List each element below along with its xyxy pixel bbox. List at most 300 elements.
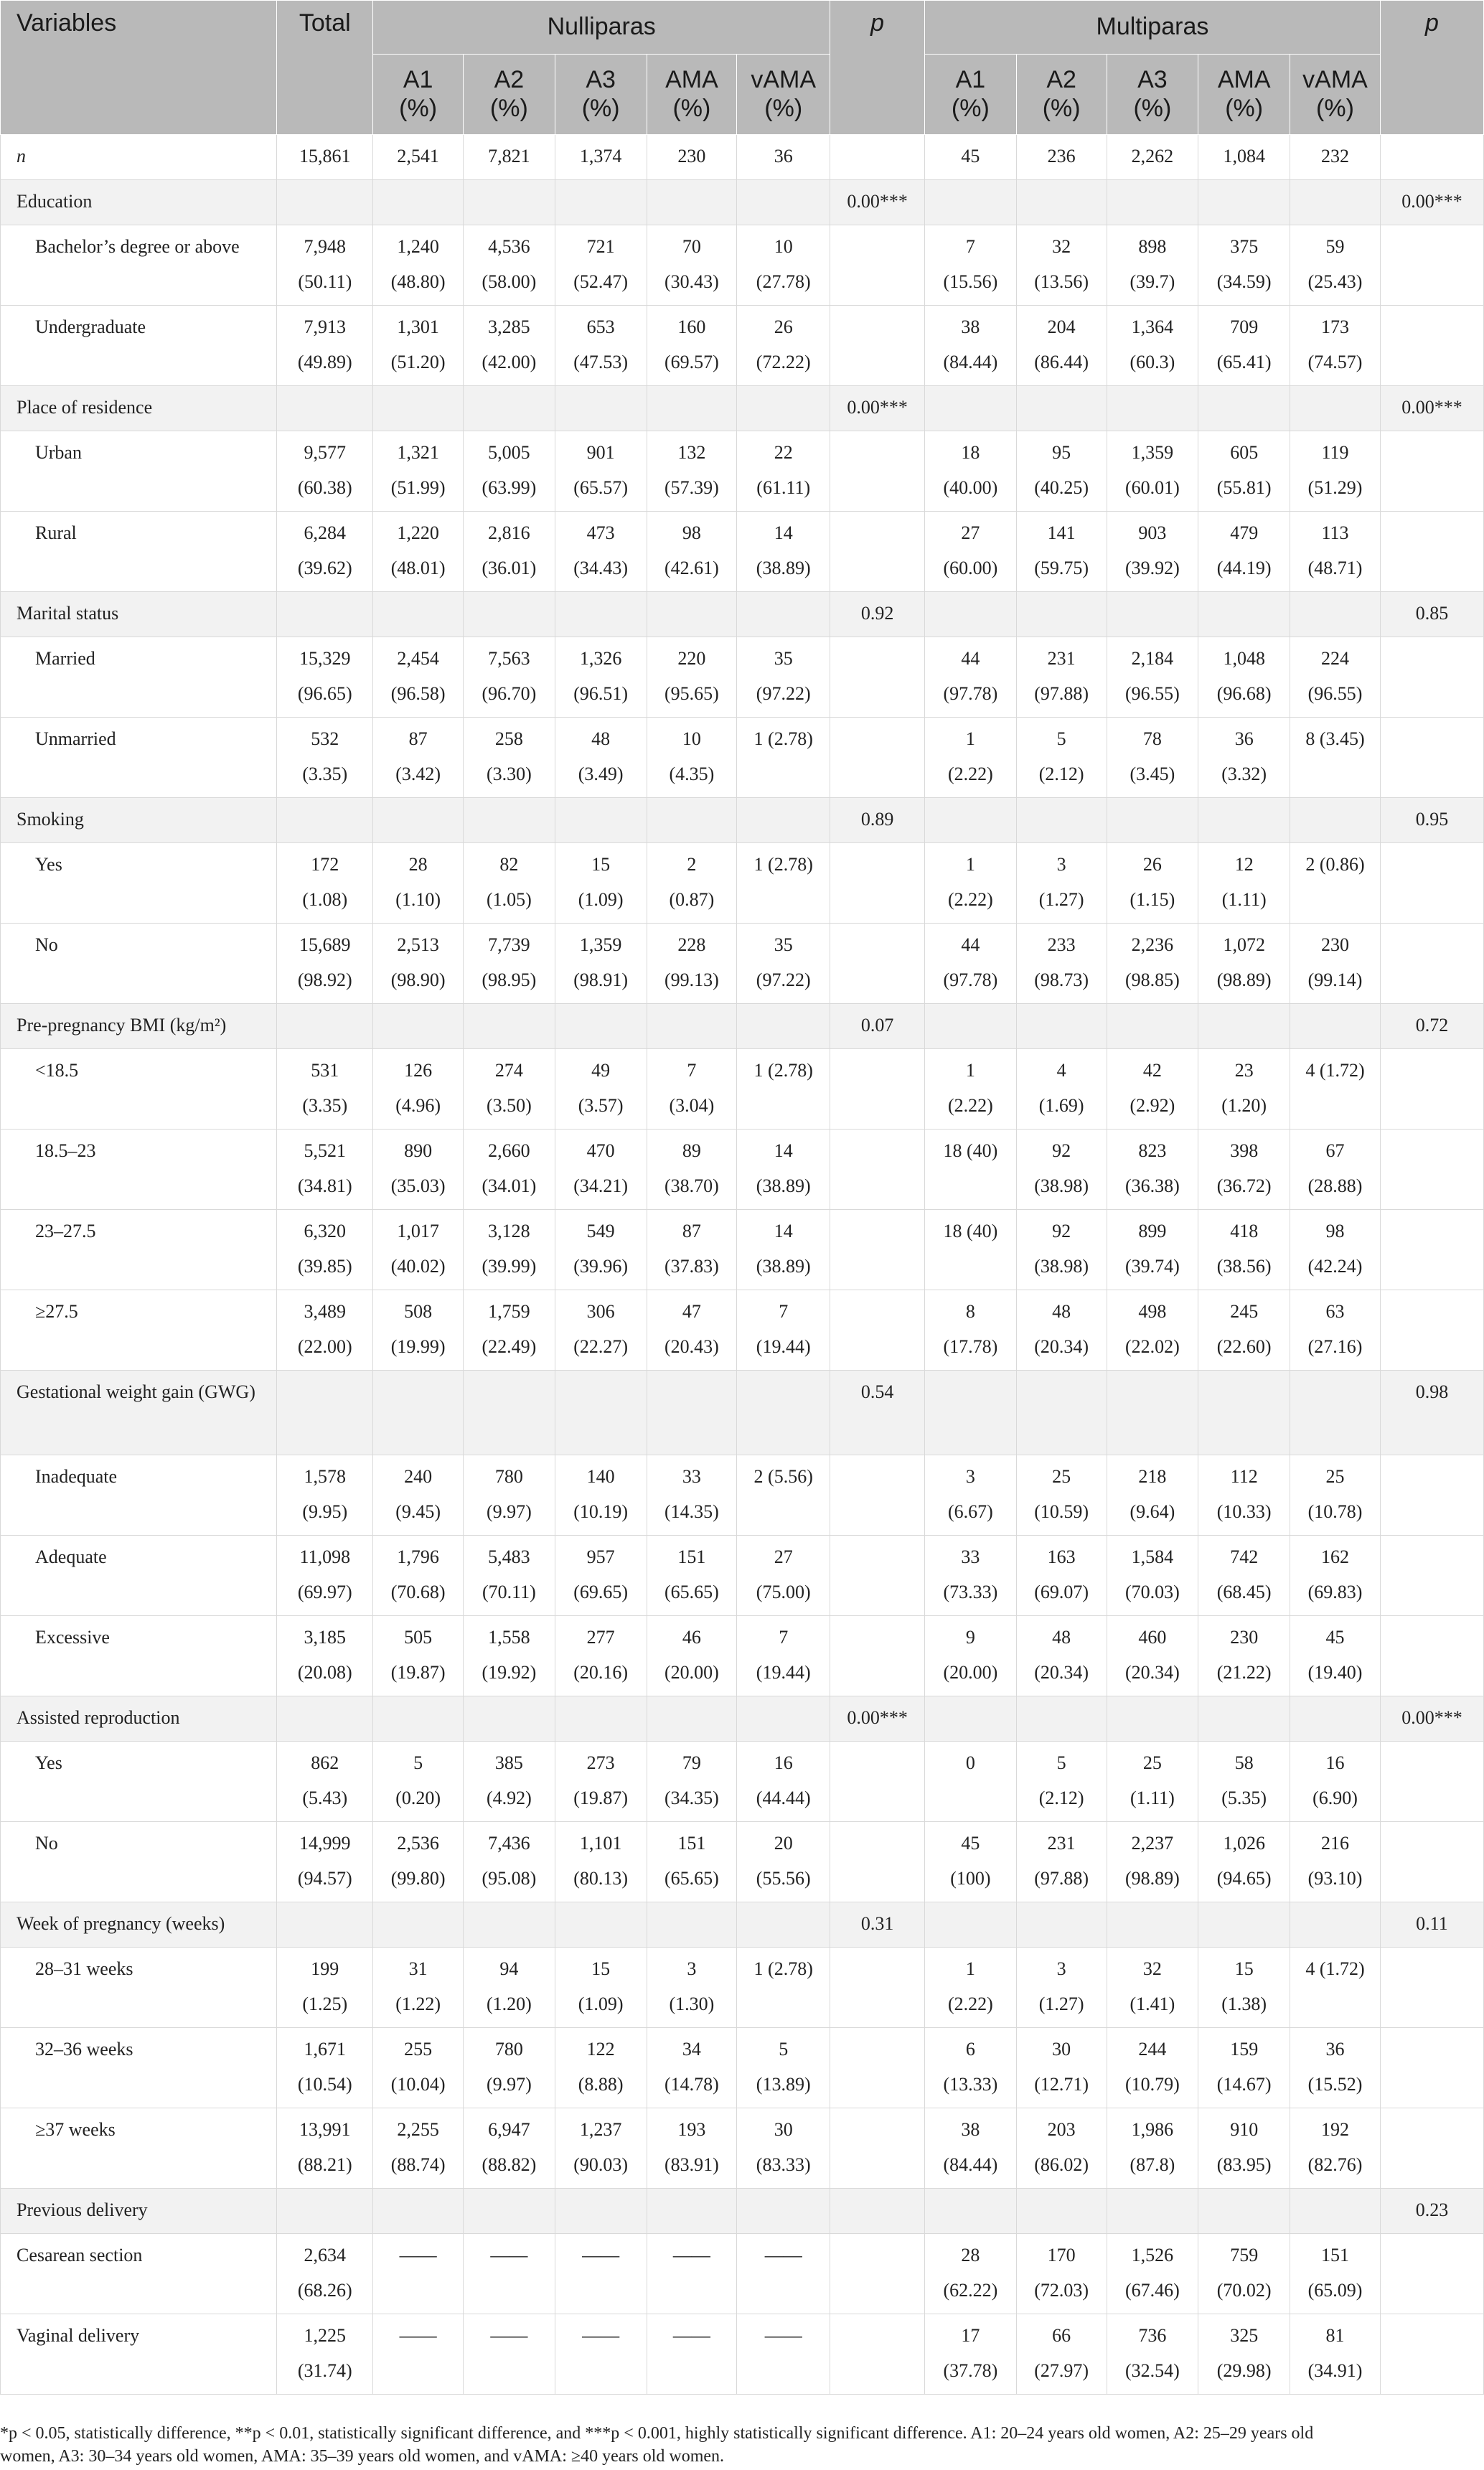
cell-text: (39.74) xyxy=(1124,1256,1180,1277)
cell-text: (14.35) xyxy=(664,1501,719,1522)
data-cell xyxy=(1290,718,1381,798)
cell-text: 1,374 xyxy=(579,146,622,166)
data-cell xyxy=(1380,637,1483,718)
data-cell xyxy=(924,431,1016,512)
data-cell xyxy=(555,1948,647,2028)
data-cell xyxy=(555,2234,647,2314)
data-cell xyxy=(737,2108,830,2189)
cell-text: 1,359 xyxy=(1131,442,1174,463)
cell-text: 1,220 xyxy=(397,522,439,543)
cell-text: 7 xyxy=(965,236,975,257)
data-cell xyxy=(1198,2108,1290,2189)
cell-text: (98.73) xyxy=(1034,969,1089,990)
cell-text: 890 xyxy=(404,1140,433,1161)
data-cell xyxy=(647,1742,737,1822)
cell-text: 2,513 xyxy=(397,934,439,955)
cell-text: (36.38) xyxy=(1124,1175,1180,1196)
cell-text: (42.61) xyxy=(664,558,719,578)
data-cell xyxy=(373,2314,464,2395)
cell-text: (5.35) xyxy=(1221,1788,1267,1808)
cell-text: 92 xyxy=(1052,1140,1071,1161)
data-cell xyxy=(555,225,647,306)
cell-text: (96.68) xyxy=(1216,683,1272,704)
header-nulli-a2: A2 (%) xyxy=(463,55,555,135)
empty-cell xyxy=(1290,592,1381,637)
cell-text: (2.92) xyxy=(1130,1095,1175,1116)
data-cell xyxy=(463,2314,555,2395)
cell-text: 66 xyxy=(1052,2325,1071,2346)
row-label: ≥37 weeks xyxy=(1,2108,277,2189)
footnote-line-2: women, A3: 30–34 years old women, AMA: 35–39 years old women, and vAMA: ≥40 years old women. xyxy=(0,2447,725,2466)
cell-text: 28 xyxy=(408,854,428,875)
empty-cell xyxy=(1016,1696,1107,1742)
data-cell xyxy=(555,924,647,1004)
p-value-nulliparas xyxy=(830,2189,925,2234)
data-cell xyxy=(463,718,555,798)
data-cell xyxy=(463,1290,555,1371)
cell-text: (34.35) xyxy=(664,1788,719,1808)
data-cell xyxy=(1107,1742,1198,1822)
data-cell xyxy=(647,1616,737,1696)
data-cell xyxy=(1290,431,1381,512)
cell-text: 95 xyxy=(1052,442,1071,463)
data-cell xyxy=(373,718,464,798)
data-cell xyxy=(555,2108,647,2189)
data-cell xyxy=(924,1536,1016,1616)
empty-cell xyxy=(1016,180,1107,225)
data-cell xyxy=(1107,225,1198,306)
table-row xyxy=(1,2028,1484,2108)
cell-text: 30 xyxy=(774,2119,793,2140)
data-cell xyxy=(463,2028,555,2108)
cell-text: (34.91) xyxy=(1307,2360,1363,2381)
empty-cell xyxy=(463,1696,555,1742)
row-label: No xyxy=(1,924,277,1004)
cell-text: 240 xyxy=(404,1466,433,1487)
cell-text: (10.54) xyxy=(297,2074,352,2095)
data-cell xyxy=(277,718,373,798)
data-cell xyxy=(1198,1049,1290,1130)
cell-text: 151 xyxy=(677,1833,706,1854)
data-cell xyxy=(1016,1130,1107,1210)
cell-text: 122 xyxy=(586,2039,615,2060)
cell-text: (20.00) xyxy=(664,1662,719,1683)
data-cell xyxy=(1016,1455,1107,1536)
cell-text: 33 xyxy=(682,1466,701,1487)
cell-text: 2 xyxy=(687,854,697,875)
cell-text: 1,986 xyxy=(1131,2119,1174,2140)
data-cell xyxy=(1198,637,1290,718)
table-row xyxy=(1,2314,1484,2395)
section-label: Pre-pregnancy BMI (kg/m²) xyxy=(1,1004,277,1049)
data-cell xyxy=(463,2108,555,2189)
data-cell xyxy=(1290,1822,1381,1902)
data-cell xyxy=(924,2108,1016,2189)
cell-text: 5 xyxy=(1056,728,1066,749)
cell-text: 6,320 xyxy=(304,1221,347,1241)
cell-text: 233 xyxy=(1047,934,1076,955)
empty-cell xyxy=(1290,1696,1381,1742)
cell-text: (83.95) xyxy=(1216,2154,1272,2175)
cell-text: (42.24) xyxy=(1307,1256,1363,1277)
cell-text: 1 (2.78) xyxy=(753,854,813,875)
empty-cell xyxy=(277,2189,373,2234)
cell-text: 273 xyxy=(586,1752,615,1773)
cell-text: (47.53) xyxy=(573,352,629,372)
data-cell xyxy=(647,512,737,592)
data-cell xyxy=(830,843,925,924)
cell-text: (69.07) xyxy=(1034,1582,1089,1602)
p-value-nulliparas: 0.00*** xyxy=(830,386,925,431)
empty-cell xyxy=(1107,386,1198,431)
data-cell xyxy=(924,2028,1016,2108)
empty-cell xyxy=(1016,1371,1107,1455)
cell-text: (35.03) xyxy=(390,1175,446,1196)
cell-text: 7,913 xyxy=(304,316,347,337)
data-cell xyxy=(277,1049,373,1130)
cell-text: 159 xyxy=(1230,2039,1259,2060)
n-row xyxy=(1,135,1484,180)
cell-text: (27.97) xyxy=(1034,2360,1089,2381)
cell-text: 11,098 xyxy=(299,1546,351,1567)
data-cell xyxy=(1290,2314,1381,2395)
empty-cell xyxy=(737,386,830,431)
section-row xyxy=(1,180,1484,225)
cell-text: 2,541 xyxy=(397,146,439,166)
cell-text: (1.25) xyxy=(302,1994,348,2014)
cell-text: (70.68) xyxy=(390,1582,446,1602)
empty-cell xyxy=(1290,2189,1381,2234)
cell-text: 862 xyxy=(311,1752,339,1773)
empty-cell xyxy=(1107,2189,1198,2234)
cell-text: 1,584 xyxy=(1131,1546,1174,1567)
cell-text: 532 xyxy=(311,728,339,749)
cell-text: 2,236 xyxy=(1131,934,1174,955)
data-cell xyxy=(463,431,555,512)
cell-text: 87 xyxy=(408,728,428,749)
empty-cell xyxy=(1290,386,1381,431)
data-cell xyxy=(737,2234,830,2314)
cell-text: (22.27) xyxy=(573,1336,629,1357)
data-cell xyxy=(737,431,830,512)
cell-text: 1,671 xyxy=(304,2039,347,2060)
cell-text: 98 xyxy=(682,522,701,543)
cell-text: 2,237 xyxy=(1131,1833,1174,1854)
cell-text: 160 xyxy=(677,316,706,337)
cell-text: (1.69) xyxy=(1038,1095,1084,1116)
data-cell xyxy=(924,1290,1016,1371)
data-cell xyxy=(924,1049,1016,1130)
empty-cell xyxy=(1198,180,1290,225)
cell-text: (5.43) xyxy=(302,1788,348,1808)
data-cell xyxy=(737,1948,830,2028)
data-cell xyxy=(1016,1049,1107,1130)
table-row xyxy=(1,637,1484,718)
data-cell xyxy=(1380,1130,1483,1210)
data-cell xyxy=(1016,924,1107,1004)
cell-text: (88.74) xyxy=(390,2154,446,2175)
cell-text: 89 xyxy=(682,1140,701,1161)
cell-text: (73.33) xyxy=(943,1582,998,1602)
data-cell xyxy=(463,135,555,180)
data-cell xyxy=(555,2314,647,2395)
data-cell xyxy=(1198,1455,1290,1536)
empty-cell xyxy=(555,386,647,431)
table-row xyxy=(1,1210,1484,1290)
cell-text: (97.88) xyxy=(1034,1868,1089,1889)
data-cell xyxy=(647,2108,737,2189)
data-cell xyxy=(373,843,464,924)
cell-text: (38.89) xyxy=(756,1256,811,1277)
cell-text: (55.56) xyxy=(756,1868,811,1889)
cell-text: (34.01) xyxy=(482,1175,537,1196)
header-p-nulliparas: p xyxy=(830,1,925,135)
cell-text: 232 xyxy=(1320,146,1349,166)
cell-text: (94.65) xyxy=(1216,1868,1272,1889)
data-cell xyxy=(277,1455,373,1536)
cell-text: 14 xyxy=(774,522,793,543)
cell-text: 230 xyxy=(677,146,706,166)
data-cell xyxy=(555,1822,647,1902)
cell-text: 9 xyxy=(965,1627,975,1648)
cell-text: (95.65) xyxy=(664,683,719,704)
data-cell xyxy=(277,2234,373,2314)
data-cell xyxy=(647,1049,737,1130)
data-cell xyxy=(373,2028,464,2108)
cell-text: 7,739 xyxy=(488,934,530,955)
empty-cell xyxy=(737,1371,830,1455)
data-cell xyxy=(924,637,1016,718)
cell-text: 1,359 xyxy=(579,934,622,955)
cell-text: 45 xyxy=(961,146,980,166)
empty-cell xyxy=(737,798,830,843)
header-variables: Variables xyxy=(1,1,277,135)
data-cell xyxy=(1016,512,1107,592)
cell-text: (4.35) xyxy=(669,764,715,784)
table-row xyxy=(1,1049,1484,1130)
cell-text: (1.09) xyxy=(578,889,624,910)
data-cell xyxy=(924,1948,1016,2028)
p-value-nulliparas: 0.07 xyxy=(830,1004,925,1049)
cell-text: 48 xyxy=(591,728,611,749)
cell-text: 16 xyxy=(1325,1752,1345,1773)
cell-text: 38 xyxy=(961,2119,980,2140)
cell-text: 2,634 xyxy=(304,2245,347,2265)
cell-text: 1,364 xyxy=(1131,316,1174,337)
table-row xyxy=(1,1455,1484,1536)
cell-text: 48 xyxy=(1052,1301,1071,1322)
data-cell xyxy=(555,135,647,180)
data-cell xyxy=(737,1822,830,1902)
cell-text: 1 (2.78) xyxy=(753,1060,813,1081)
section-row xyxy=(1,386,1484,431)
cell-text: 2,184 xyxy=(1131,648,1174,669)
cell-text: (40.25) xyxy=(1034,477,1089,498)
cell-text: (22.02) xyxy=(1124,1336,1180,1357)
cell-text: 823 xyxy=(1138,1140,1167,1161)
cell-text: 1,048 xyxy=(1223,648,1265,669)
cell-text: 3 xyxy=(1056,1958,1066,1979)
cell-text: 5 xyxy=(413,1752,423,1773)
table-row xyxy=(1,225,1484,306)
cell-text: 218 xyxy=(1138,1466,1167,1487)
p-value-multiparas: 0.85 xyxy=(1380,592,1483,637)
cell-text: (96.55) xyxy=(1307,683,1363,704)
data-cell xyxy=(1290,843,1381,924)
data-cell xyxy=(1107,1822,1198,1902)
cell-text: 70 xyxy=(682,236,701,257)
cell-text: 94 xyxy=(499,1958,519,1979)
data-cell xyxy=(924,1130,1016,1210)
cell-text: 58 xyxy=(1234,1752,1254,1773)
cell-text: (19.44) xyxy=(756,1336,811,1357)
cell-text: (60.3) xyxy=(1130,352,1175,372)
data-cell xyxy=(555,2028,647,2108)
cell-text: 25 xyxy=(1142,1752,1162,1773)
data-cell xyxy=(1290,1210,1381,1290)
header-multi-a2: A2 (%) xyxy=(1016,55,1107,135)
empty-cell xyxy=(463,1371,555,1455)
data-cell xyxy=(1380,431,1483,512)
row-label: Cesarean section xyxy=(1,2234,277,2314)
cell-text: (40.02) xyxy=(390,1256,446,1277)
empty-cell xyxy=(647,592,737,637)
cell-text: 1,084 xyxy=(1223,146,1265,166)
cell-text: 15,329 xyxy=(299,648,351,669)
header-multi-vama: vAMA (%) xyxy=(1290,55,1381,135)
empty-cell xyxy=(1198,592,1290,637)
empty-cell xyxy=(373,1004,464,1049)
table-body xyxy=(1,135,1484,2395)
cell-text: (87.8) xyxy=(1130,2154,1175,2175)
row-label: Yes xyxy=(1,1742,277,1822)
cell-text: 10 xyxy=(774,236,793,257)
data-cell xyxy=(830,1455,925,1536)
cell-text: (3.57) xyxy=(578,1095,624,1116)
data-cell xyxy=(1016,2314,1107,2395)
cell-text: 26 xyxy=(774,316,793,337)
cell-text: 18 xyxy=(961,442,980,463)
data-cell xyxy=(830,1290,925,1371)
data-cell xyxy=(463,1130,555,1210)
data-cell xyxy=(1107,2108,1198,2189)
cell-text: (3.35) xyxy=(302,1095,348,1116)
cell-text: (2.22) xyxy=(947,764,993,784)
empty-cell xyxy=(647,180,737,225)
data-cell xyxy=(463,306,555,386)
cell-text: 903 xyxy=(1138,522,1167,543)
cell-text: 12 xyxy=(1234,854,1254,875)
table-row xyxy=(1,2108,1484,2189)
data-cell xyxy=(1380,135,1483,180)
data-cell xyxy=(647,924,737,1004)
cell-text: 277 xyxy=(586,1627,615,1648)
cell-text: (1.11) xyxy=(1221,889,1267,910)
empty-cell xyxy=(1107,1696,1198,1742)
cell-text: (99.14) xyxy=(1307,969,1363,990)
cell-text: 1 xyxy=(965,854,975,875)
cell-text: (9.97) xyxy=(486,1501,532,1522)
data-cell xyxy=(277,225,373,306)
cell-text: (6.67) xyxy=(947,1501,993,1522)
data-cell xyxy=(1290,1616,1381,1696)
table-row xyxy=(1,1616,1484,1696)
cell-text: 7 xyxy=(687,1060,697,1081)
cell-text: 35 xyxy=(774,934,793,955)
cell-text: (58.00) xyxy=(482,271,537,292)
p-value-multiparas: 0.00*** xyxy=(1380,180,1483,225)
cell-text: 1,558 xyxy=(488,1627,530,1648)
data-cell xyxy=(373,2108,464,2189)
empty-cell xyxy=(373,1696,464,1742)
cell-text: (38.98) xyxy=(1034,1175,1089,1196)
cell-text: (95.08) xyxy=(482,1868,537,1889)
cell-text: (20.34) xyxy=(1034,1662,1089,1683)
data-cell xyxy=(1380,718,1483,798)
section-row xyxy=(1,592,1484,637)
cell-text: (97.78) xyxy=(943,969,998,990)
cell-text: (88.21) xyxy=(297,2154,352,2175)
empty-cell xyxy=(1198,2189,1290,2234)
data-cell xyxy=(277,843,373,924)
cell-text: —— xyxy=(399,2245,437,2265)
data-cell xyxy=(1198,135,1290,180)
data-cell xyxy=(830,2234,925,2314)
data-cell xyxy=(1016,2108,1107,2189)
table-row xyxy=(1,843,1484,924)
data-cell xyxy=(924,1616,1016,1696)
cell-text: 15 xyxy=(591,854,611,875)
data-cell xyxy=(463,1455,555,1536)
data-cell xyxy=(277,1210,373,1290)
empty-cell xyxy=(373,592,464,637)
cell-text: (1.27) xyxy=(1038,889,1084,910)
cell-text: 3,185 xyxy=(304,1627,347,1648)
cell-text: 231 xyxy=(1047,1833,1076,1854)
cell-text: (1.20) xyxy=(1221,1095,1267,1116)
data-cell xyxy=(277,512,373,592)
cell-text: 3,285 xyxy=(488,316,530,337)
cell-text: (20.00) xyxy=(943,1662,998,1683)
cell-text: (17.78) xyxy=(943,1336,998,1357)
empty-cell xyxy=(1198,1696,1290,1742)
empty-cell xyxy=(737,2189,830,2234)
cell-text: (38.98) xyxy=(1034,1256,1089,1277)
data-cell xyxy=(277,2314,373,2395)
cell-text: 140 xyxy=(586,1466,615,1487)
cell-text: (39.96) xyxy=(573,1256,629,1277)
data-cell xyxy=(463,225,555,306)
data-cell xyxy=(373,1536,464,1616)
cell-text: 721 xyxy=(586,236,615,257)
cell-text: (84.44) xyxy=(943,2154,998,2175)
empty-cell xyxy=(555,2189,647,2234)
section-row xyxy=(1,798,1484,843)
data-cell xyxy=(1016,135,1107,180)
cell-text: 98 xyxy=(1325,1221,1345,1241)
data-cell xyxy=(373,1130,464,1210)
cell-text: (55.81) xyxy=(1216,477,1272,498)
empty-cell xyxy=(1198,1004,1290,1049)
cell-text: (57.39) xyxy=(664,477,719,498)
data-cell xyxy=(737,2028,830,2108)
data-cell xyxy=(373,306,464,386)
cell-text: (96.51) xyxy=(573,683,629,704)
cell-text: 1,578 xyxy=(304,1466,347,1487)
section-label: Week of pregnancy (weeks) xyxy=(1,1902,277,1948)
cell-text: 59 xyxy=(1325,236,1345,257)
cell-text: 1,026 xyxy=(1223,1833,1265,1854)
